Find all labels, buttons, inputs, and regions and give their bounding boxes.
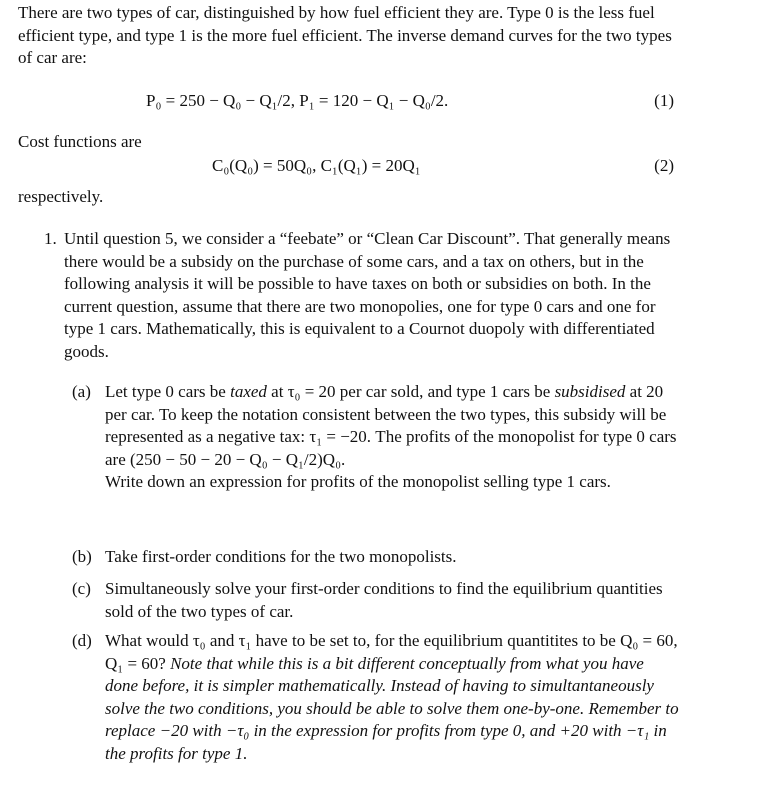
subquestion-text: Simultaneously solve your first-order conditions to find the equilibrium quantities sold of the two types of car. <box>105 579 663 621</box>
question-number: 1. <box>44 229 57 248</box>
intro-paragraph: There are two types of car, distinguished by how fuel efficient they are. Type 0 is the less fuel efficient type, and type 1 is the more fuel efficient. The inverse demand curves for the two types of car are: <box>18 3 672 67</box>
emphasis-note: Note that while this is a bit different conceptually from what you have done before, it is simpler mathematically. Instead of having to simultantaneously solve the two conditions, you should be able to solve them one-by-one. Remember to replace −20 with −τ₀ in the expression for profits from type 0, and +20 with −τ₁ in the profits for type 1. <box>105 653 679 763</box>
text-run: Let type 0 cars be <box>105 382 231 401</box>
equation-number-1: (1) <box>654 91 674 110</box>
text-run: Write down an expression for profits of the monopolist selling type 1 cars. <box>105 472 611 491</box>
text-run: What would τ₀ and τ₁ have to be set to, for the equilibrium quantitites to be Q₀ = 60, Q₁ = 60? <box>105 631 678 673</box>
cost-functions-label: Cost functions are <box>18 132 142 151</box>
subquestion-text <box>105 630 680 765</box>
subquestion-c <box>72 578 680 623</box>
question-1 <box>44 228 680 363</box>
text-run: at τ₀ = 20 per car sold, and type 1 cars be <box>266 382 555 401</box>
emphasis-taxed: taxed <box>230 382 267 401</box>
subquestion-mark: (c) <box>72 579 91 598</box>
question-text: Until question 5, we consider a “feebate” or “Clean Car Discount”. That generally means there would be a subsidy on the purchase of some cars, and a tax on others, but in the following analysis it will be possible to have taxes on both or subsidies on both. In the current question, assume that there are two monopolies, one for type 0 cars and one for type 1 cars. Mathematically, this is equivalent to a Cournot duopoly with differentiated goods. <box>64 229 671 361</box>
emphasis-subsidised: subsidised <box>554 382 626 401</box>
subquestion-a <box>72 381 680 494</box>
subquestion-mark: (d) <box>72 631 92 650</box>
subquestion-text <box>105 381 680 494</box>
inverse-demand-equations: P₀ = 250 − Q₀ − Q₁/2, P₁ = 120 − Q₁ − Q₀/2. <box>146 91 449 110</box>
subquestion-d <box>72 630 680 765</box>
subquestion-text: Take first-order conditions for the two monopolists. <box>105 547 457 566</box>
respectively-text: respectively. <box>18 187 104 206</box>
equation-number-2: (2) <box>654 156 674 175</box>
text-run: at 20 per car. To keep the notation consistent between the two types, this subsidy will be represented as a negative tax: τ₁ = −20. The profits of the monopolist for type 0 cars are (250 − 50 − 20 − Q₀ − Q₁/2)Q₀. <box>105 382 677 469</box>
cost-function-equations: C₀(Q₀) = 50Q₀, C₁(Q₁) = 20Q₁ <box>212 156 421 175</box>
subquestion-mark: (b) <box>72 547 92 566</box>
subquestion-mark: (a) <box>72 382 91 401</box>
subquestion-b <box>72 546 680 569</box>
